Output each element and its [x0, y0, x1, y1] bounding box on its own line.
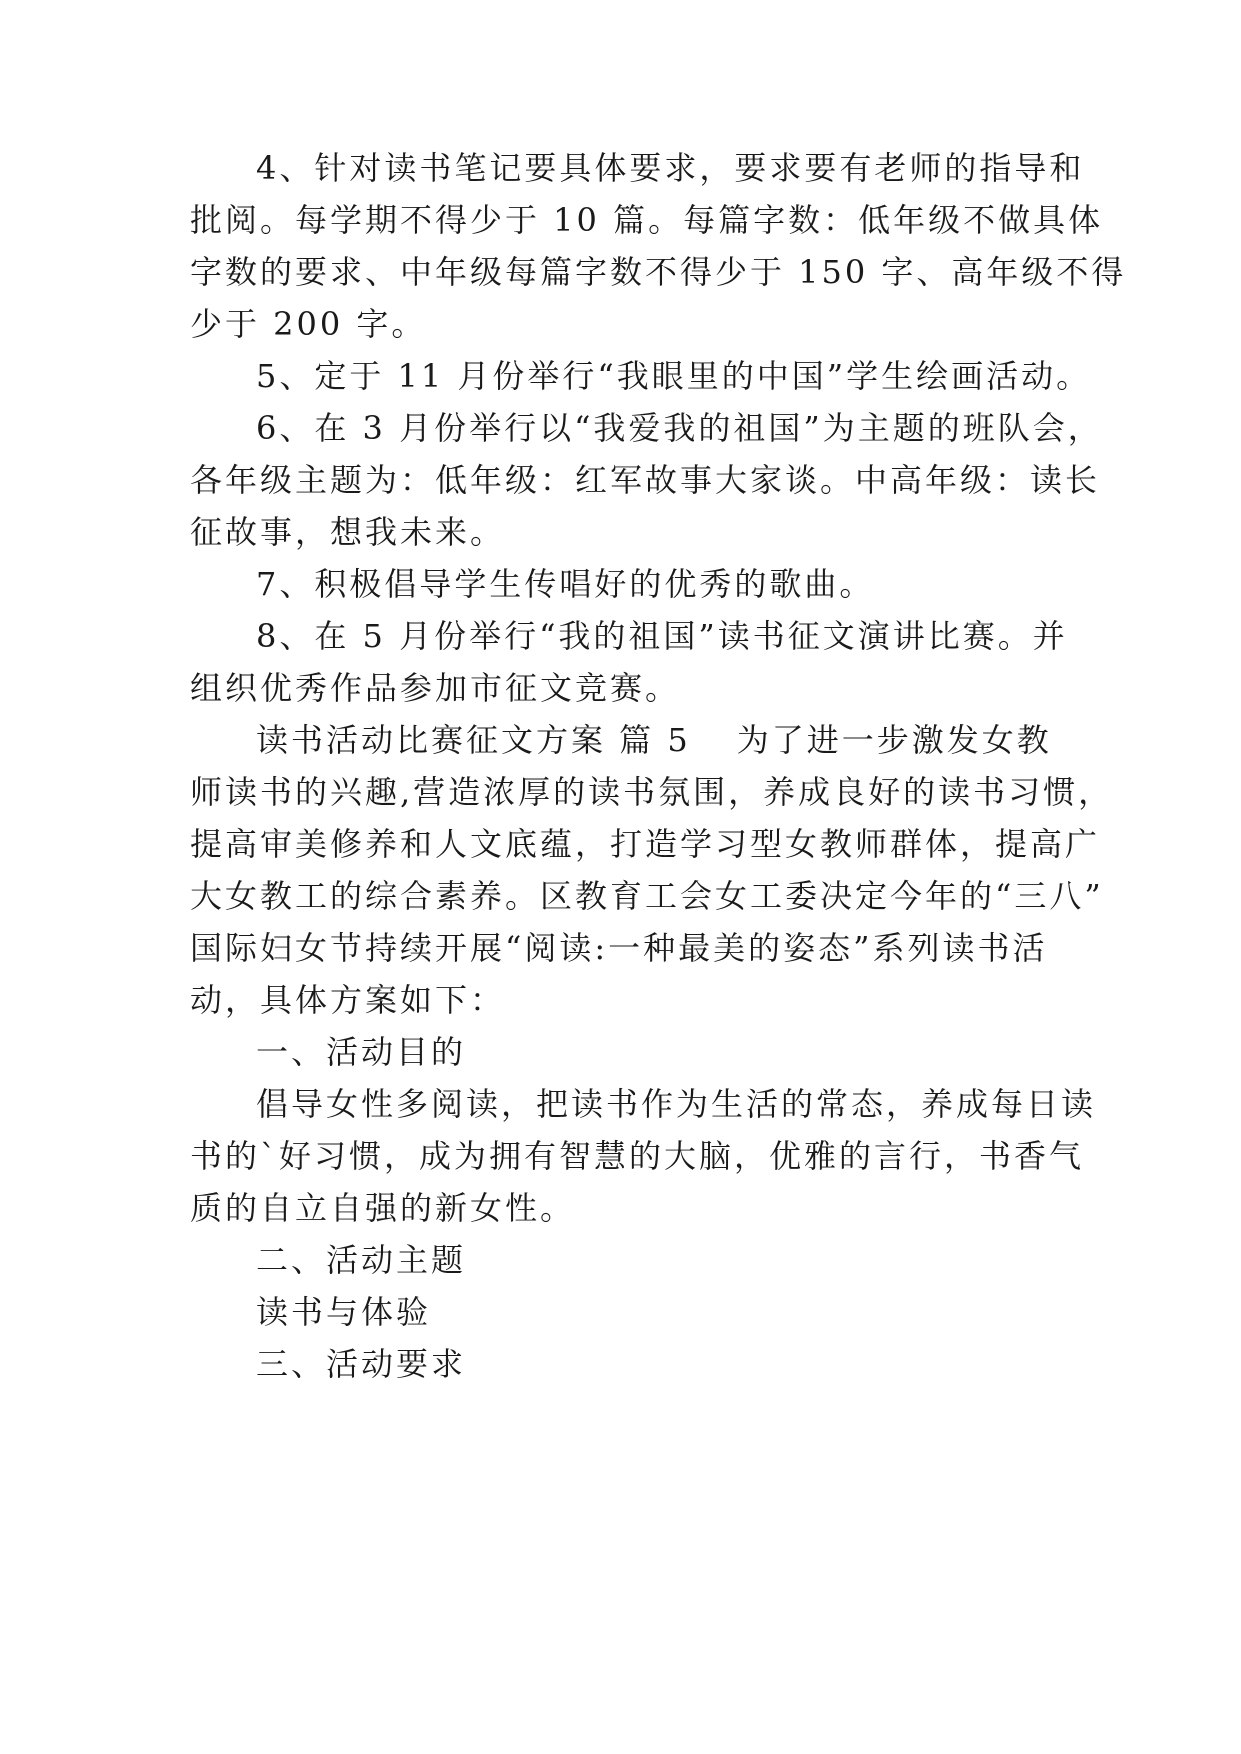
paragraph-line: 批阅。每学期不得少于 10 篇。每篇字数：低年级不做具体 [190, 201, 1104, 239]
paragraph-line: 字数的要求、中年级每篇字数不得少于 150 字、高年级不得 [190, 253, 1127, 291]
paragraph-line: 8、在 5 月份举行“我的祖国”读书征文演讲比赛。并 [256, 617, 1068, 655]
section-heading: 二、活动主题 [256, 1241, 467, 1279]
section-heading-line [256, 720, 1052, 760]
paragraph-line: 质的自立自强的新女性。 [190, 1189, 576, 1227]
paragraph-line: 国际妇女节持续开展“阅读:一种最美的姿态”系列读书活 [190, 929, 1048, 967]
paragraph-line: 提高审美修养和人文底蕴，打造学习型女教师群体，提高广 [190, 825, 1101, 863]
section-title: 读书活动比赛征文方案 篇 5 [256, 721, 691, 759]
section-heading: 三、活动要求 [256, 1345, 467, 1383]
paragraph-line: 师读书的兴趣,营造浓厚的读书氛围，养成良好的读书习惯， [190, 773, 1114, 811]
paragraph-line: 读书与体验 [256, 1293, 432, 1331]
paragraph-line: 7、积极倡导学生传唱好的优秀的歌曲。 [256, 565, 875, 603]
paragraph-line: 书的`好习惯，成为拥有智慧的大脑，优雅的言行，书香气 [190, 1137, 1085, 1175]
paragraph-line: 5、定于 11 月份举行“我眼里的中国”学生绘画活动。 [256, 357, 1092, 395]
paragraph-line: 大女教工的综合素养。区教育工会女工委决定今年的“三八” [190, 877, 1104, 915]
section-heading: 一、活动目的 [256, 1033, 467, 1071]
paragraph-line: 组织优秀作品参加市征文竞赛。 [190, 669, 681, 707]
paragraph-line: 征故事，想我未来。 [190, 513, 506, 551]
paragraph-text: 为了进一步激发女教 [736, 721, 1052, 759]
paragraph-line: 各年级主题为：低年级：红军故事大家谈。中高年级：读长 [190, 461, 1101, 499]
paragraph-line: 6、在 3 月份举行以“我爱我的祖国”为主题的班队会， [256, 409, 1103, 447]
paragraph-line: 动，具体方案如下： [190, 981, 506, 1019]
paragraph-line: 4、针对读书笔记要具体要求，要求要有老师的指导和 [256, 149, 1085, 187]
paragraph-line: 少于 200 字。 [190, 305, 427, 343]
paragraph-line: 倡导女性多阅读，把读书作为生活的常态，养成每日读 [256, 1085, 1097, 1123]
